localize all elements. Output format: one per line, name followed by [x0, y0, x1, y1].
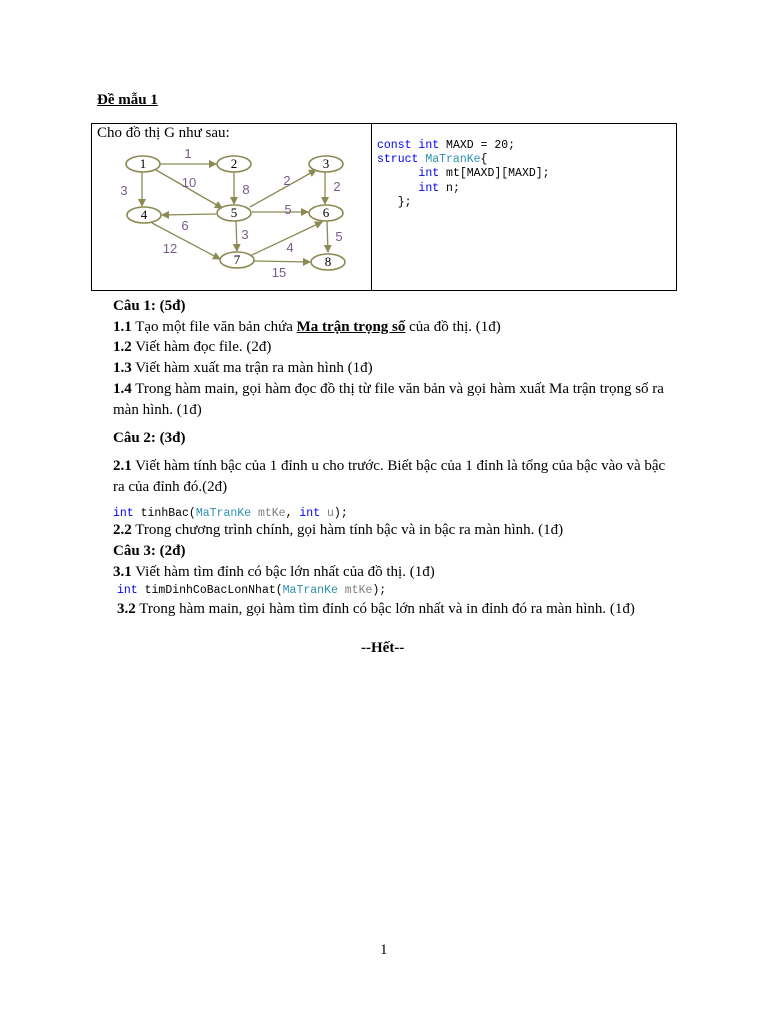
question-1-heading: Câu 1: (5đ)	[113, 298, 186, 314]
item-2-1: 2.1 Viết hàm tính bậc của 1 đỉnh u cho trước. Biết bậc của 1 đỉnh là tổng của bậc vào và bậc	[113, 458, 666, 474]
item-3-1: 3.1 Viết hàm tìm đỉnh có bậc lớn nhất của đồ thị. (1đ)	[113, 564, 435, 580]
timdinh-signature: int timDinhCoBacLonNhat(MaTranKe mtKe);	[117, 584, 387, 597]
weight-1-4: 3	[120, 183, 128, 198]
node-label-5: 5	[230, 205, 238, 220]
weight-3-6: 2	[333, 179, 341, 194]
weight-2-5: 8	[242, 182, 250, 197]
item-1-3: 1.3 Viết hàm xuất ma trận ra màn hình (1đ)	[113, 360, 373, 376]
weight-6-8: 5	[335, 229, 343, 244]
item-1-4-cont: màn hình. (1đ)	[113, 402, 202, 418]
node-label-1: 1	[139, 156, 147, 171]
graph-panel	[92, 124, 372, 290]
weight-5-4: 6	[181, 218, 189, 233]
item-2-2: 2.2 Trong chương trình chính, gọi hàm tính bậc và in bậc ra màn hình. (1đ)	[113, 522, 564, 538]
item-3-2: 3.2 Trong hàm main, gọi hàm tìm đỉnh có bậc lớn nhất và in đỉnh đó ra màn hình. (1đ)	[117, 601, 635, 617]
edge-5-7	[236, 221, 237, 251]
node-label-8: 8	[324, 254, 332, 269]
weight-7-8: 15	[271, 265, 287, 280]
weight-4-7: 12	[162, 241, 178, 256]
weight-5-6: 5	[284, 202, 292, 217]
edge-5-4	[162, 214, 216, 215]
graph-diagram	[92, 124, 371, 290]
weight-1-2: 1	[184, 146, 192, 161]
question-2-heading: Câu 2: (3đ)	[113, 430, 186, 446]
weight-1-5: 10	[181, 175, 197, 190]
weight-7-6: 4	[286, 240, 294, 255]
node-label-7: 7	[233, 252, 241, 267]
node-label-3: 3	[322, 156, 330, 171]
node-label-2: 2	[230, 156, 238, 171]
end-marker: --Hết--	[361, 640, 405, 656]
item-1-2: 1.2 Viết hàm đọc file. (2đ)	[113, 339, 272, 355]
code-panel	[372, 124, 676, 290]
item-2-1-cont: ra của đỉnh đó.(2đ)	[113, 479, 228, 495]
node-label-6: 6	[322, 205, 330, 220]
item-1-4: 1.4 Trong hàm main, gọi hàm đọc đồ thị từ file văn bản và gọi hàm xuất Ma trận trọng số ra	[113, 381, 664, 397]
page-number: 1	[380, 942, 388, 958]
struct-code: const int MAXD = 20; struct MaTranKe{ int mt[MAXD][MAXD]; int n; };	[377, 139, 550, 209]
problem-box	[91, 123, 677, 291]
question-3-heading: Câu 3: (2đ)	[113, 543, 186, 559]
edge-6-8	[327, 221, 328, 252]
weight-5-7: 3	[241, 227, 249, 242]
weight-5-3: 2	[283, 173, 291, 188]
edge-7-8	[254, 261, 310, 262]
graph-caption: Cho đồ thị G như sau:	[97, 125, 230, 141]
exam-title: Đề mẫu 1	[97, 92, 158, 108]
tinhbac-signature: int tinhBac(MaTranKe mtKe, int u);	[113, 507, 348, 520]
item-1-1: 1.1 Tạo một file văn bản chứa Ma trận trọng số của đồ thị. (1đ)	[113, 319, 501, 335]
node-label-4: 4	[140, 207, 148, 222]
